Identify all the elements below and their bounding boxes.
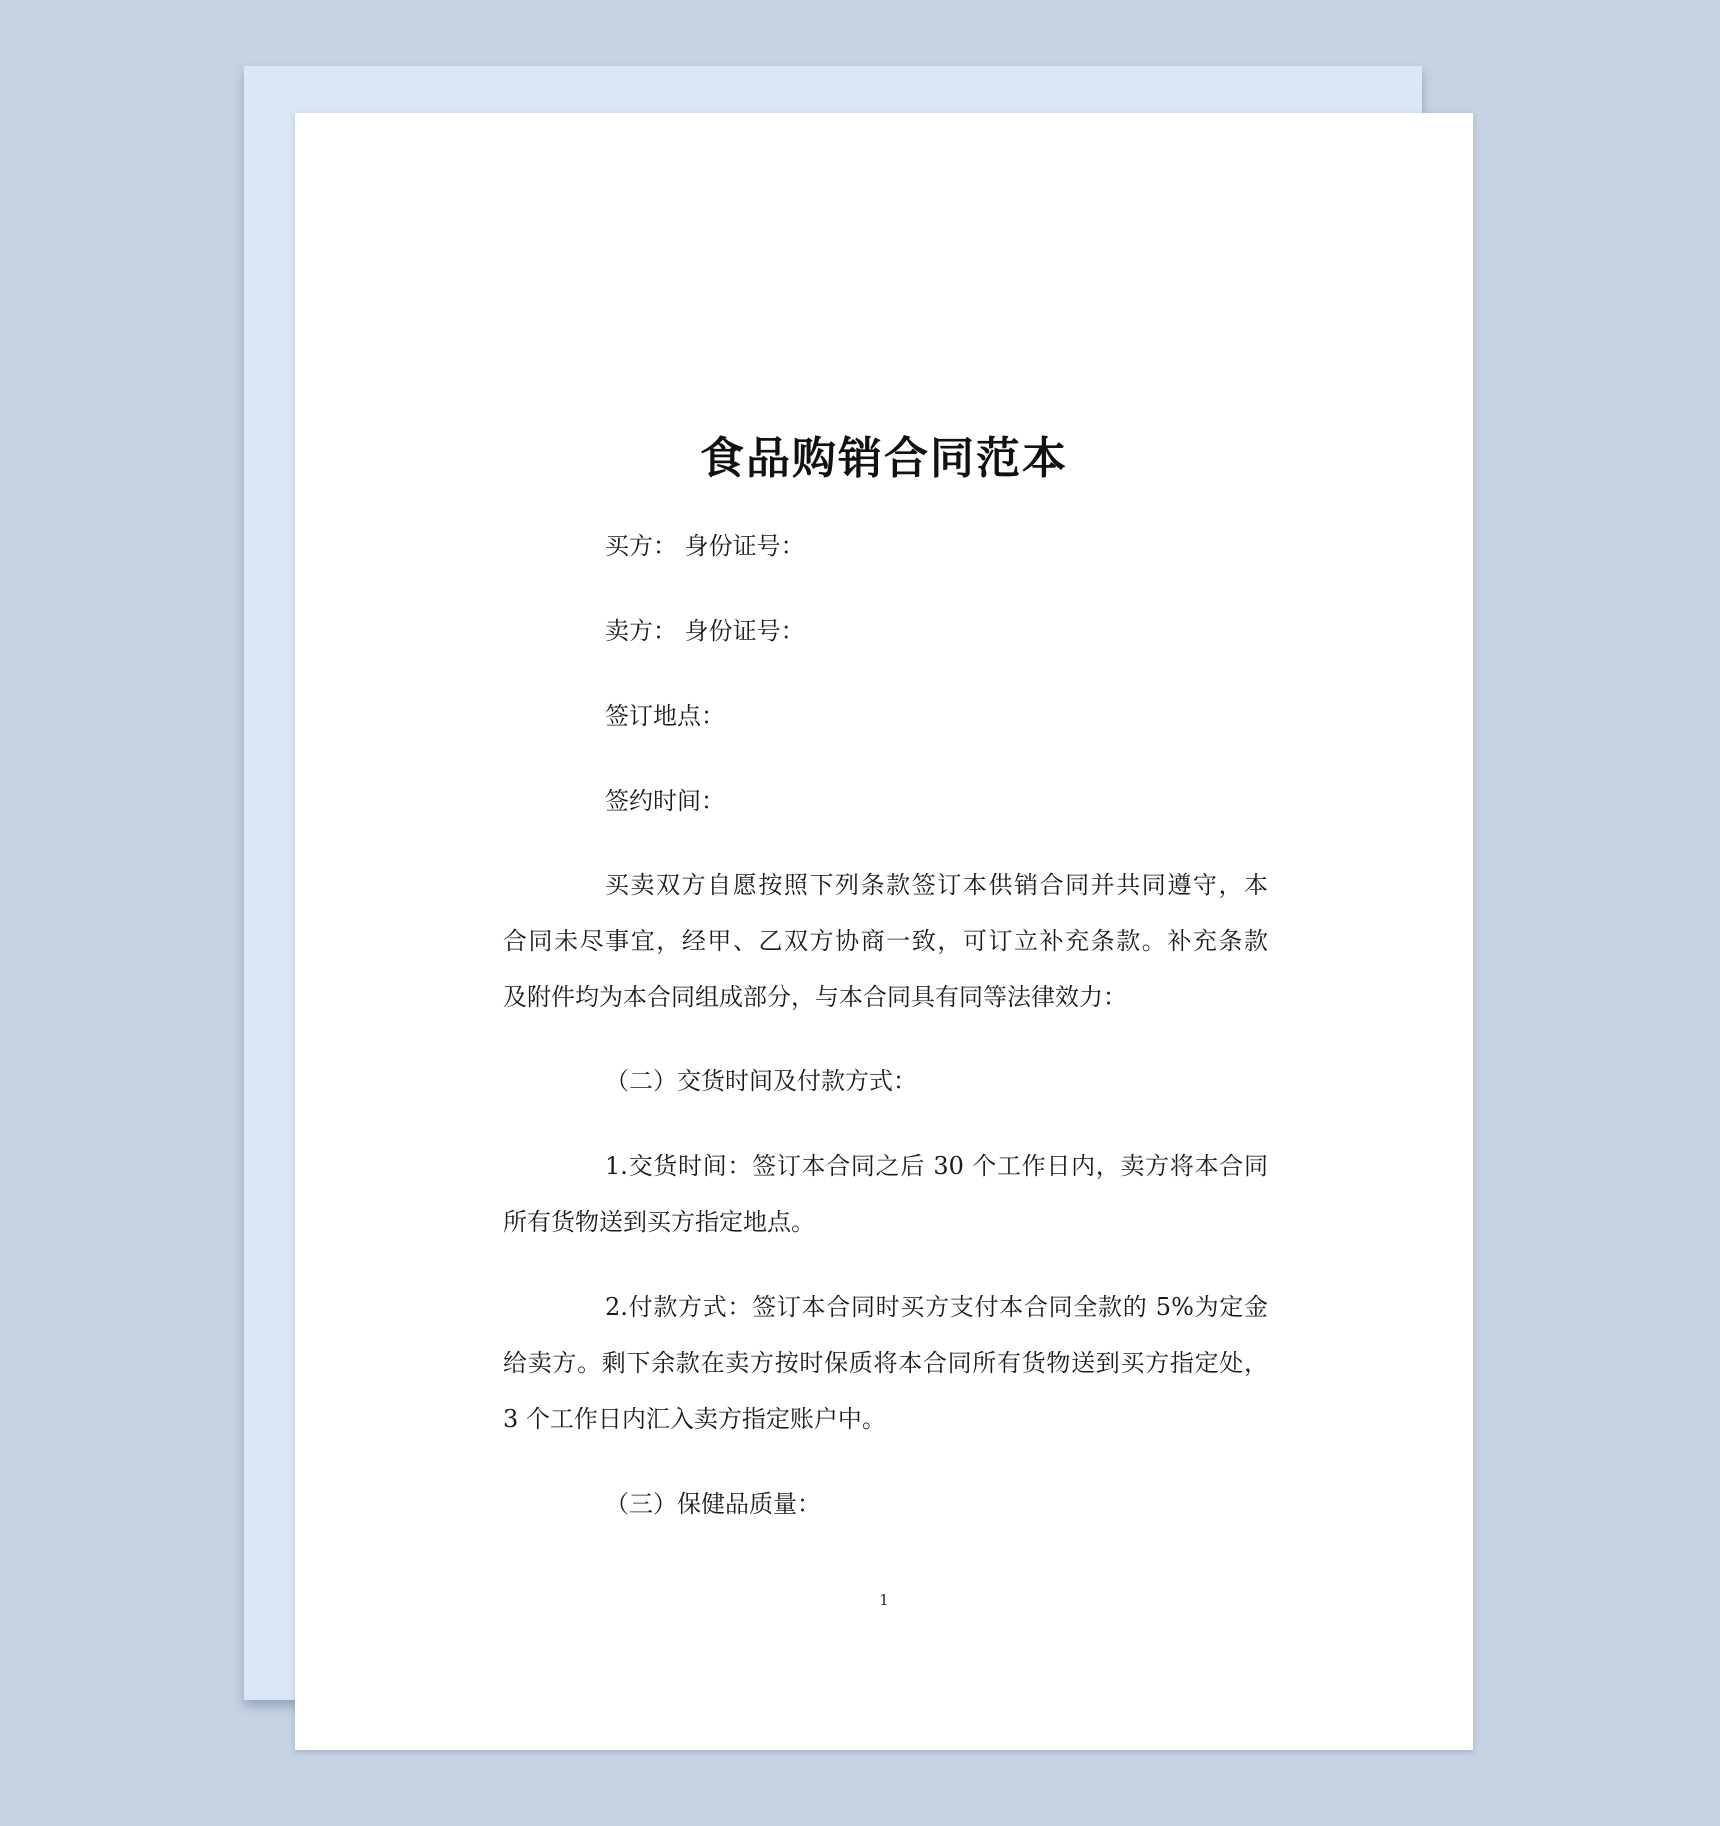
intro-line-2: 合同未尽事宜，经甲、乙双方协商一致，可订立补充条款。补充条款 [503, 927, 1268, 955]
section-3-heading: （三）保健品质量： [605, 1490, 821, 1518]
section-2-heading: （二）交货时间及付款方式： [605, 1067, 917, 1095]
signing-time-field: 签约时间： [605, 787, 725, 815]
document-page [295, 113, 1473, 1750]
signing-place-field: 签订地点： [605, 702, 725, 730]
document-title: 食品购销合同范本 [700, 433, 1068, 484]
delivery-time-line-1: 1.交货时间：签订本合同之后 30 个工作日内，卖方将本合同 [605, 1152, 1268, 1180]
intro-line-1: 买卖双方自愿按照下列条款签订本供销合同并共同遵守，本 [605, 871, 1268, 899]
intro-line-3: 及附件均为本合同组成部分，与本合同具有同等法律效力： [503, 983, 1127, 1011]
page-number: 1 [879, 1591, 889, 1609]
buyer-field: 买方： 身份证号： [605, 532, 805, 560]
delivery-time-line-2: 所有货物送到买方指定地点。 [503, 1208, 815, 1236]
payment-line-3: 3 个工作日内汇入卖方指定账户中。 [503, 1405, 886, 1433]
seller-field: 卖方： 身份证号： [605, 617, 805, 645]
payment-line-2: 给卖方。剩下余款在卖方按时保质将本合同所有货物送到买方指定处， [503, 1349, 1268, 1377]
payment-line-1: 2.付款方式：签订本合同时买方支付本合同全款的 5%为定金 [605, 1293, 1268, 1321]
